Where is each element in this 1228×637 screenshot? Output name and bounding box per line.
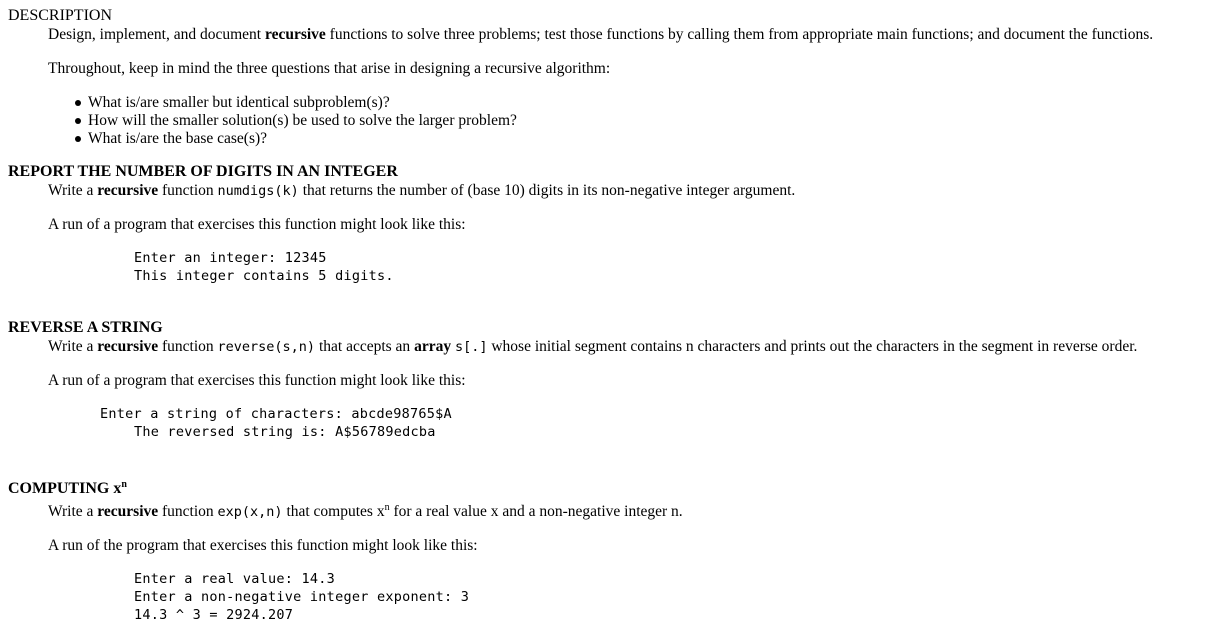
digits-paragraph [48, 182, 795, 200]
reverse-run-text: A run of a program that exercises this function might look like this: [48, 372, 466, 389]
bold-keyword: array [414, 338, 452, 355]
sample-output-line: Enter a non-negative integer exponent: 3 [134, 589, 470, 605]
bold-keyword: recursive [97, 182, 159, 199]
bold-keyword: recursive [264, 26, 326, 43]
list-item-text: How will the smaller solution(s) be used to solve the larger problem? [88, 112, 517, 129]
section-heading-power [8, 480, 127, 498]
sample-output-line: Enter an integer: 12345 [134, 250, 327, 266]
text-span: function [158, 503, 218, 520]
superscript: n [121, 479, 127, 490]
text-span: that computes x [282, 503, 385, 520]
digits-run-text: A run of a program that exercises this function might look like this: [48, 216, 466, 233]
sample-output-line: The reversed string is: A$56789edcba [134, 424, 436, 440]
description-paragraph-2: Throughout, keep in mind the three questions that arise in designing a recursive algorithm: [48, 60, 611, 77]
bullet-icon [75, 136, 81, 142]
text-span: Write a [48, 182, 98, 199]
text-span: Write a [48, 503, 98, 520]
list-item-text: What is/are smaller but identical subproblem(s)? [88, 94, 390, 111]
function-signature: reverse(s,n) [217, 339, 316, 355]
text-span: Write a [48, 338, 98, 355]
sample-output-line: Enter a real value: 14.3 [134, 571, 336, 587]
sample-output-line: 14.3 ^ 3 = 2924.207 [134, 607, 294, 623]
text-span: that returns the number of (base 10) digits in its non-negative integer argument. [298, 182, 796, 199]
list-item [70, 130, 517, 148]
superscript: n [384, 502, 390, 513]
list-item-text: What is/are the base case(s)? [88, 130, 268, 147]
text-span: whose initial segment contains n characters and prints out the characters in the segment in reverse order. [487, 338, 1138, 355]
function-signature: numdigs(k) [217, 183, 299, 199]
list-item [70, 94, 517, 112]
description-paragraph-1 [48, 26, 1153, 44]
text-span: for a real value x and a non-negative integer n. [389, 503, 683, 520]
function-signature: exp(x,n) [217, 504, 283, 520]
bold-keyword: recursive [97, 338, 159, 355]
text-span: function [158, 182, 218, 199]
text-span: that accepts an [315, 338, 415, 355]
power-paragraph [48, 503, 683, 521]
text-span: Design, implement, and document [48, 26, 265, 43]
reverse-paragraph [48, 338, 1137, 356]
heading-text: COMPUTING x [8, 480, 122, 497]
bullet-icon [75, 100, 81, 106]
text-span: functions to solve three problems; test those functions by calling them from appropriate main functions; and document the functions. [325, 26, 1154, 43]
design-questions-list [70, 94, 517, 148]
section-heading-description: DESCRIPTION [8, 7, 113, 24]
power-run-text: A run of the program that exercises this function might look like this: [48, 537, 478, 554]
list-item [70, 112, 517, 130]
sample-output-line: This integer contains 5 digits. [134, 268, 394, 284]
array-notation: s[.] [454, 339, 488, 355]
section-heading-reverse: REVERSE A STRING [8, 319, 163, 336]
text-span: function [158, 338, 218, 355]
section-heading-digits: REPORT THE NUMBER OF DIGITS IN AN INTEGER [8, 163, 398, 180]
bold-keyword: recursive [97, 503, 159, 520]
bullet-icon [75, 118, 81, 124]
sample-output-line: Enter a string of characters: abcde98765$A [100, 406, 452, 422]
